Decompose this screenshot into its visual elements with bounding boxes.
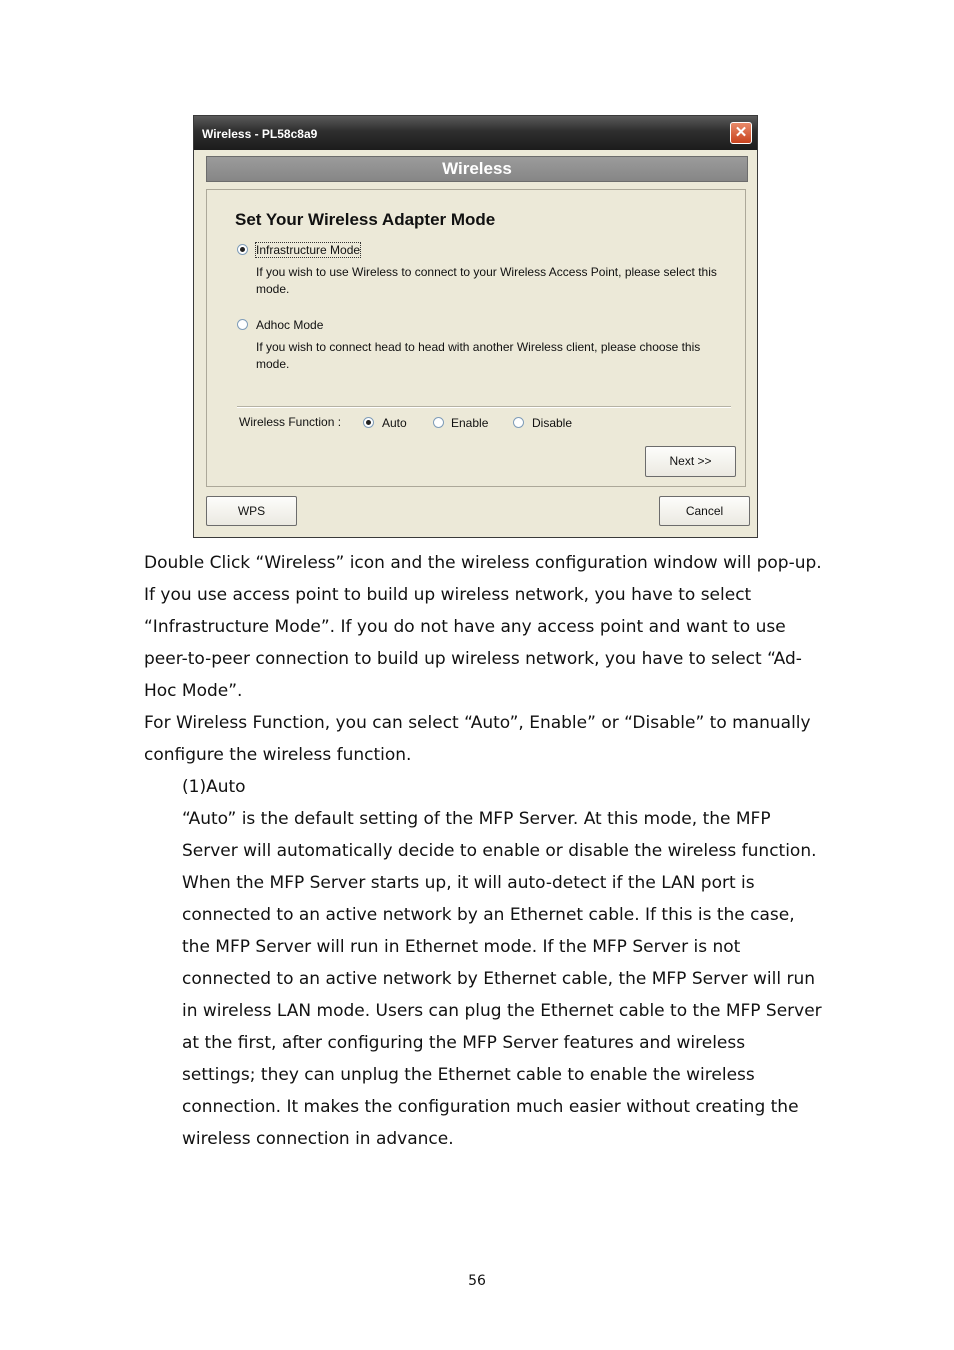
- wps-button[interactable]: WPS: [206, 496, 297, 526]
- wireless-function-auto-label[interactable]: Auto: [382, 416, 407, 430]
- page-number: 56: [468, 1273, 486, 1289]
- infrastructure-mode-description: If you wish to use Wireless to connect to your Wireless Access Point, please select this mode.: [256, 265, 717, 296]
- wireless-function-enable-radio[interactable]: [433, 417, 444, 428]
- wireless-dialog: [193, 115, 758, 538]
- window-title: Wireless - PL58c8a9: [202, 127, 318, 141]
- cancel-button[interactable]: Cancel: [659, 496, 750, 526]
- wireless-function-enable-label[interactable]: Enable: [451, 416, 489, 430]
- paragraph-auto: “Auto” is the default setting of the MFP Server. At this mode, the MFP Server will automatically decide to enable or disable the wireless function. When the MFP Server starts up, it will auto-detect if the LAN port is connected to an active network by an Ethernet cable. If this is the case, the MFP Server will run in Ethernet mode. If the MFP Server is not connected to an active network by Ethernet cable, the MFP Server will run in wireless LAN mode. Users can plug the Ethernet cable to the MFP Server at the first, after configuring the MFP Server features and wireless settings; they can unplug the Ethernet cable to enable the wireless connection. It makes the configuration much easier without creating the wireless connection in advance.: [182, 809, 822, 1149]
- mode-panel: [206, 189, 746, 487]
- infrastructure-mode-label[interactable]: Infrastructure Mode: [256, 243, 361, 257]
- paragraph-intro: Double Click “Wireless” icon and the wireless configuration window will pop-up. If you use access point to build up wireless network, you have to select “Infrastructure Mode”. If you do not have any access point and want to use peer-to-peer connection to build up wireless network, you have to select “Ad-Hoc Mode”.: [144, 553, 822, 701]
- close-icon[interactable]: ✕: [730, 122, 752, 144]
- wireless-function-auto-radio[interactable]: [363, 417, 374, 428]
- wireless-function-disable-radio[interactable]: [513, 417, 524, 428]
- adhoc-mode-label[interactable]: Adhoc Mode: [256, 318, 324, 332]
- subheading-auto: (1)Auto: [182, 777, 246, 797]
- next-button[interactable]: Next >>: [645, 446, 736, 477]
- banner-title: Wireless: [206, 156, 748, 182]
- wireless-function-disable-label[interactable]: Disable: [532, 416, 573, 430]
- infrastructure-mode-radio[interactable]: [237, 244, 248, 255]
- separator: [237, 406, 731, 408]
- paragraph-wireless-function: For Wireless Function, you can select “Auto”, Enable” or “Disable” to manually configure the wireless function.: [144, 713, 811, 765]
- auto-section: [182, 771, 822, 1155]
- adhoc-mode-description: If you wish to connect head to head with another Wireless client, please choose this mode.: [256, 340, 701, 371]
- body-text: [144, 547, 824, 771]
- adhoc-mode-radio[interactable]: [237, 319, 248, 330]
- title-bar[interactable]: [194, 116, 757, 150]
- wireless-function-label: Wireless Function :: [239, 415, 342, 429]
- panel-heading: Set Your Wireless Adapter Mode: [235, 210, 496, 229]
